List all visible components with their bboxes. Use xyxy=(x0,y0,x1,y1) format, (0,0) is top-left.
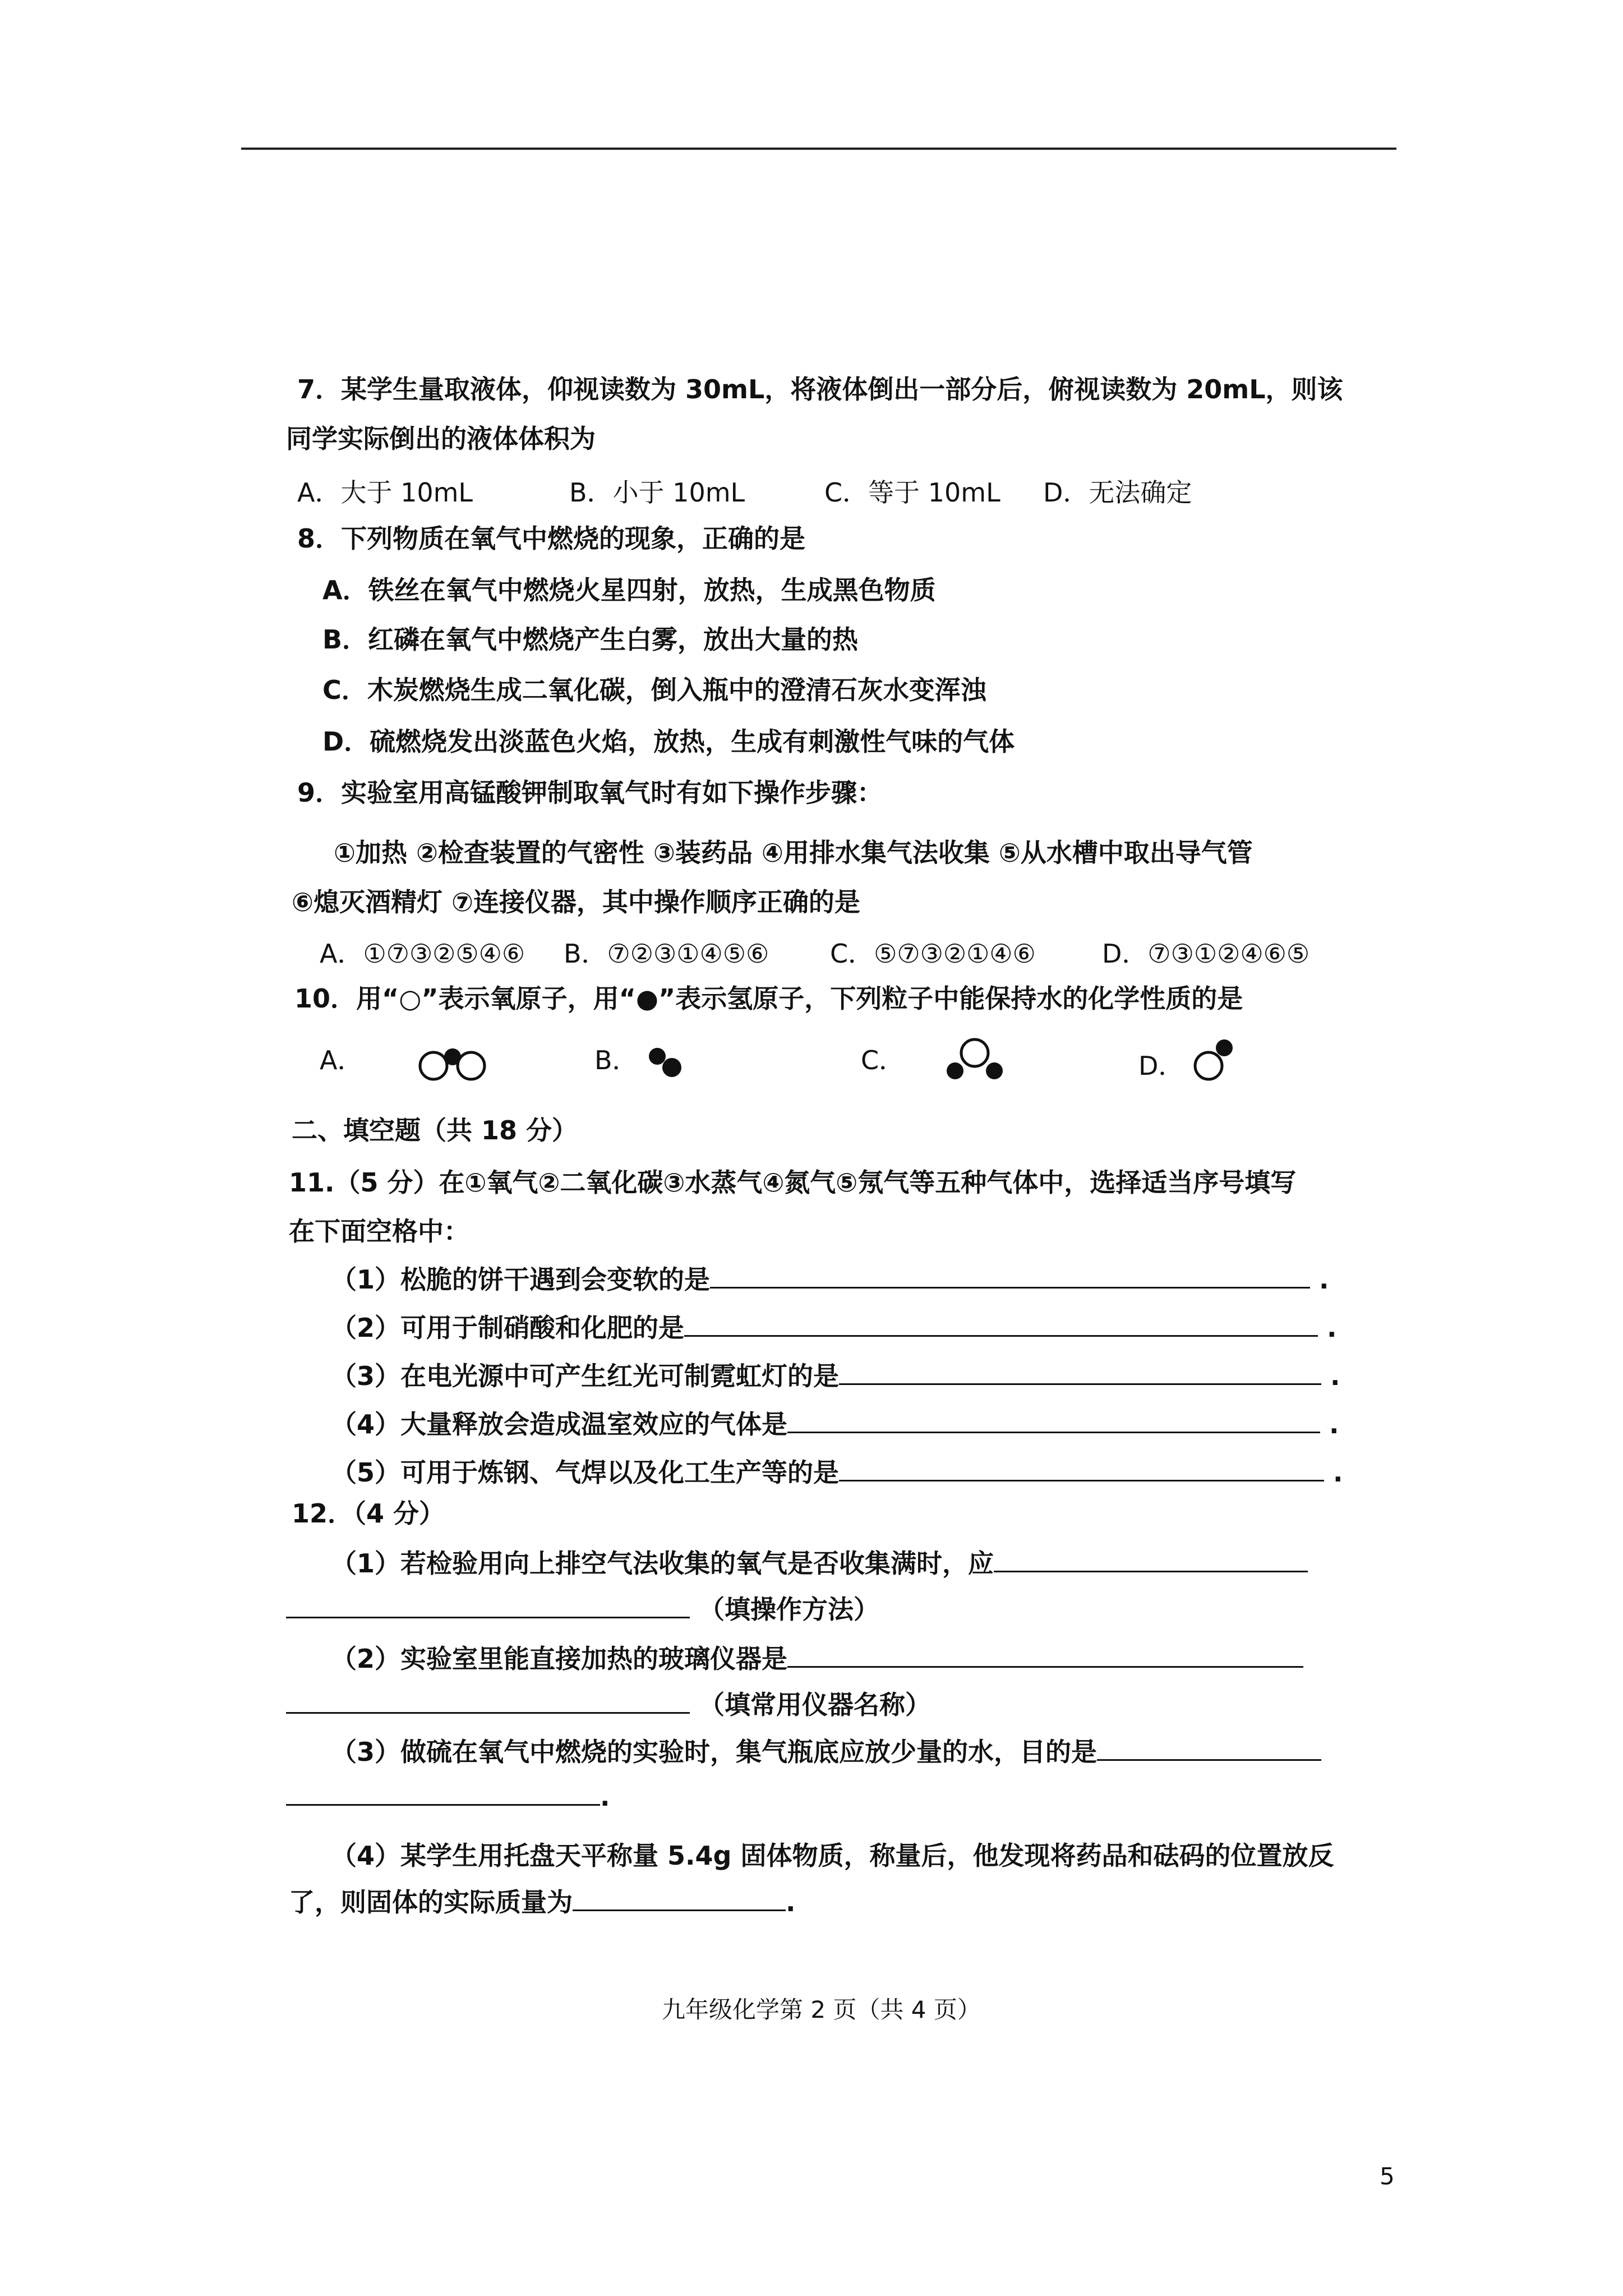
q7-line2: 同学实际倒出的液体体积为 xyxy=(286,424,596,454)
q12-part4-line1: （4）某学生用托盘天平称量 5.4g 固体物质，称量后，他发现将药品和砝码的位置放反 xyxy=(331,1841,1334,1871)
q7-option-b: B．小于 10mL xyxy=(569,477,745,508)
q11-stem-line1: 11.（5 分）在①氧气②二氧化碳③水蒸气④氮气⑤氖气等五种气体中，选择适当序号填写 xyxy=(289,1167,1297,1198)
q11-answer-2[interactable] xyxy=(684,1310,1318,1337)
q10-label-c: C． xyxy=(861,1045,905,1075)
q12-part4-line2: 了，则固体的实际质量为 . xyxy=(289,1885,795,1919)
q12-answer-3a[interactable] xyxy=(1097,1734,1321,1761)
q7-option-a: A．大于 10mL xyxy=(297,477,473,508)
q9-option-b: B．⑦②③①④⑤⑥ xyxy=(564,938,769,969)
q7-option-c: C．等于 10mL xyxy=(824,477,1000,508)
q11-item-4: （4）大量释放会造成温室效应的气体是 . xyxy=(331,1407,1339,1441)
q12-part1-line2: （填操作方法） xyxy=(286,1592,879,1626)
q11-answer-1[interactable] xyxy=(710,1262,1310,1289)
q9-option-d: D．⑦③①②④⑥⑤ xyxy=(1102,938,1310,969)
q8-stem: 8．下列物质在氧气中燃烧的现象，正确的是 xyxy=(297,523,806,554)
q11-answer-4[interactable] xyxy=(787,1407,1320,1433)
q8-option-b: B．红磷在氧气中燃烧产生白雾，放出大量的热 xyxy=(322,624,859,655)
q9-option-c: C．⑤⑦③②①④⑥ xyxy=(830,938,1036,969)
molecule-b-icon xyxy=(645,1041,695,1085)
q9-option-a: A．①⑦③②⑤④⑥ xyxy=(320,938,525,969)
q11-stem-line2: 在下面空格中： xyxy=(289,1216,469,1246)
molecule-d-icon xyxy=(1186,1032,1242,1088)
q9-steps-line2: ⑥熄灭酒精灯 ⑦连接仪器，其中操作顺序正确的是 xyxy=(292,887,860,917)
q11-item-3: （3）在电光源中可产生红光可制霓虹灯的是 . xyxy=(331,1359,1340,1393)
header-rule xyxy=(241,148,1396,150)
q7-option-d: D．无法确定 xyxy=(1043,477,1192,508)
q12-part2-line2: （填常用仪器名称） xyxy=(286,1687,931,1722)
q12-part3-line2: . xyxy=(286,1779,610,1814)
q12-part2-line1: （2）实验室里能直接加热的玻璃仪器是 xyxy=(331,1641,1303,1676)
page-footer: 九年级化学第 2 页（共 4 页） xyxy=(662,1996,981,2023)
q11-item-1: （1）松脆的饼干遇到会变软的是 . xyxy=(331,1262,1329,1296)
q10-label-a: A． xyxy=(320,1045,363,1075)
q12-part1-line1: （1）若检验用向上排空气法收集的氧气是否收集满时，应 xyxy=(331,1546,1308,1580)
q9-stem: 9．实验室用高锰酸钾制取氧气时有如下操作步骤： xyxy=(297,777,883,808)
q11-answer-3[interactable] xyxy=(839,1359,1321,1385)
page-number: 5 xyxy=(1380,2162,1395,2190)
q7-line1: 7．某学生量取液体，仰视读数为 30mL，将液体倒出一部分后，俯视读数为 20mL，则该 xyxy=(297,374,1343,404)
q12-stem: 12．（4 分） xyxy=(292,1498,445,1529)
q8-option-d: D．硫燃烧发出淡蓝色火焰，放热，生成有刺激性气味的气体 xyxy=(322,726,1015,757)
q8-option-c: C．木炭燃烧生成二氧化碳，倒入瓶中的澄清石灰水变浑浊 xyxy=(322,675,986,705)
q12-part3-line1: （3）做硫在氧气中燃烧的实验时，集气瓶底应放少量的水，目的是 xyxy=(331,1734,1321,1769)
q11-item-2: （2）可用于制硝酸和化肥的是 . xyxy=(331,1310,1337,1345)
q9-steps-line1: ①加热 ②检查装置的气密性 ③装药品 ④用排水集气法收集 ⑤从水槽中取出导气管 xyxy=(334,838,1253,868)
q12-answer-3b[interactable] xyxy=(286,1779,600,1806)
q10-label-d: D． xyxy=(1138,1051,1184,1081)
q12-answer-2a[interactable] xyxy=(787,1641,1303,1668)
molecule-a-icon xyxy=(412,1038,496,1088)
q12-answer-2b[interactable] xyxy=(286,1687,690,1714)
q8-option-a: A．铁丝在氧气中燃烧火星四射，放热，生成黑色物质 xyxy=(322,575,936,605)
section-2-title: 二、填空题（共 18 分） xyxy=(292,1115,578,1145)
q11-answer-5[interactable] xyxy=(839,1455,1324,1481)
q11-item-5: （5）可用于炼钢、气焊以及化工生产等的是 . xyxy=(331,1455,1343,1489)
q12-answer-1b[interactable] xyxy=(286,1592,690,1618)
q10-stem: 10．用“○”表示氧原子，用“●”表示氢原子，下列粒子中能保持水的化学性质的是 xyxy=(294,983,1243,1014)
molecule-c-icon xyxy=(939,1029,1012,1091)
q10-label-b: B． xyxy=(594,1045,638,1075)
q12-answer-1a[interactable] xyxy=(994,1546,1308,1572)
q12-answer-4[interactable] xyxy=(573,1885,786,1911)
